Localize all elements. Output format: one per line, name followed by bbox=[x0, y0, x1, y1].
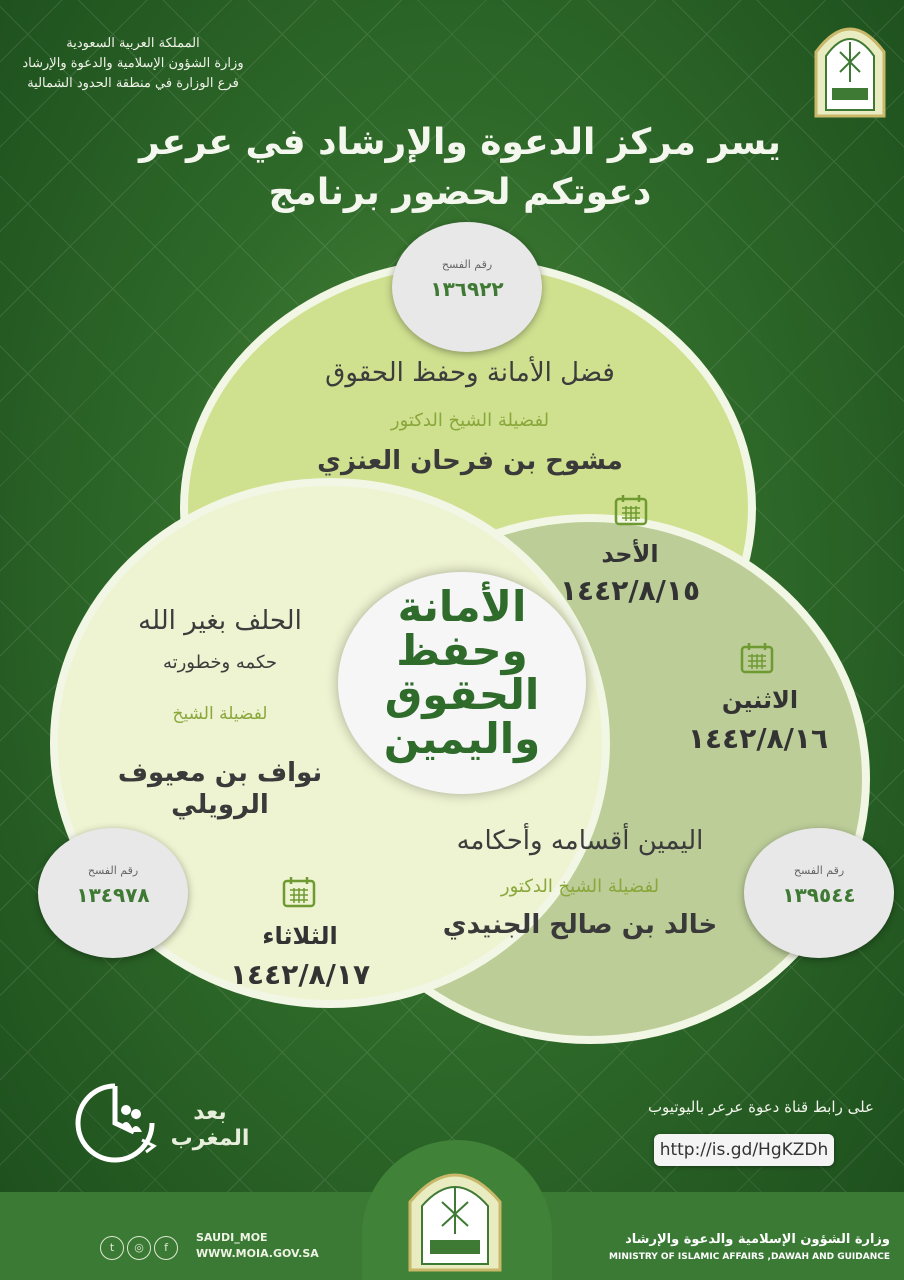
top-lecture-title: فضل الأمانة وحفظ الحقوق bbox=[325, 358, 615, 388]
program-title bbox=[338, 582, 586, 763]
org-line-3: فرع الوزارة في منطقة الحدود الشمالية bbox=[27, 76, 239, 91]
left-preacher-line-1: نواف بن معيوف bbox=[117, 758, 323, 788]
top-date: ١٤٤٢/٨/١٥ bbox=[559, 574, 701, 607]
program-title-line-1: الأمانة bbox=[397, 582, 527, 631]
facebook-icon[interactable]: f bbox=[154, 1236, 178, 1260]
social-handle[interactable]: SAUDI_MOE bbox=[196, 1231, 268, 1244]
permit-label: رقم الفسح bbox=[87, 864, 139, 877]
right-day: الاثنين bbox=[721, 686, 799, 714]
ministry-logo bbox=[400, 1152, 510, 1272]
organization-header bbox=[18, 34, 248, 94]
right-date: ١٤٤٢/٨/١٦ bbox=[687, 722, 829, 755]
org-line-2: وزارة الشؤون الإسلامية والدعوة والإرشاد bbox=[22, 56, 244, 71]
youtube-label: على رابط قناة دعوة عرعر باليوتيوب bbox=[647, 1098, 874, 1116]
twitter-icon[interactable]: t bbox=[100, 1236, 124, 1260]
timing-line-1: بعد bbox=[193, 1100, 227, 1125]
top-preacher: مشوح بن فرحان العنزي bbox=[317, 446, 623, 476]
program-title-line-3: الحقوق bbox=[384, 670, 540, 719]
social-icons bbox=[100, 1236, 181, 1260]
permit-label: رقم الفسح bbox=[793, 864, 845, 877]
right-preacher: خالد بن صالح الجنيدي bbox=[442, 910, 718, 940]
top-day: الأحد bbox=[601, 540, 659, 568]
footer-handles bbox=[196, 1230, 319, 1262]
ministry-name-arabic: وزارة الشؤون الإسلامية والدعوة والإرشاد bbox=[625, 1232, 890, 1247]
ministry-name-english: MINISTRY OF ISLAMIC AFFAIRS ,DAWAH AND GUIDANCE bbox=[609, 1252, 890, 1262]
instagram-icon[interactable]: ◎ bbox=[127, 1236, 151, 1260]
left-lecture-title: الحلف بغير الله bbox=[138, 606, 302, 636]
ministry-logo bbox=[810, 12, 890, 118]
left-date: ١٤٤٢/٨/١٧ bbox=[229, 958, 371, 991]
permit-number: ١٣٩٥٤٤ bbox=[782, 883, 856, 907]
youtube-link[interactable]: http://is.gd/HgKZDh bbox=[654, 1134, 834, 1166]
permit-label: رقم الفسح bbox=[441, 258, 493, 271]
permit-number: ١٣٦٩٢٢ bbox=[430, 277, 504, 301]
calendar-icon bbox=[740, 642, 774, 674]
top-permit-badge bbox=[392, 222, 542, 352]
org-line-1: المملكة العربية السعودية bbox=[66, 36, 200, 51]
left-preacher-line-2: الرويلي bbox=[171, 790, 269, 820]
permit-number: ١٣٤٩٧٨ bbox=[76, 883, 150, 907]
left-permit-badge bbox=[38, 828, 188, 958]
top-honorific: لفضيلة الشيخ الدكتور bbox=[390, 410, 550, 431]
right-lecture-title: اليمين أقسامه وأحكامه bbox=[456, 826, 704, 856]
website-link[interactable]: WWW.MOIA.GOV.SA bbox=[196, 1247, 319, 1260]
timing-line-2: المغرب bbox=[170, 1126, 250, 1151]
program-title-line-2: وحفظ bbox=[396, 626, 528, 675]
calendar-icon bbox=[282, 876, 316, 908]
right-permit-badge bbox=[744, 828, 894, 958]
left-honorific: لفضيلة الشيخ bbox=[172, 704, 268, 724]
invitation-title bbox=[120, 118, 800, 218]
left-subtitle: حكمه وخطورته bbox=[162, 652, 278, 673]
program-title-line-4: واليمين bbox=[383, 714, 541, 763]
right-honorific: لفضيلة الشيخ الدكتور bbox=[500, 876, 660, 897]
title-line-2: دعوتكم لحضور برنامج bbox=[268, 172, 652, 213]
clock-people-icon bbox=[72, 1080, 158, 1166]
left-day: الثلاثاء bbox=[262, 922, 338, 950]
title-line-1: يسر مركز الدعوة والإرشاد في عرعر bbox=[139, 122, 781, 163]
calendar-icon bbox=[614, 494, 648, 526]
timing-text bbox=[160, 1100, 260, 1152]
